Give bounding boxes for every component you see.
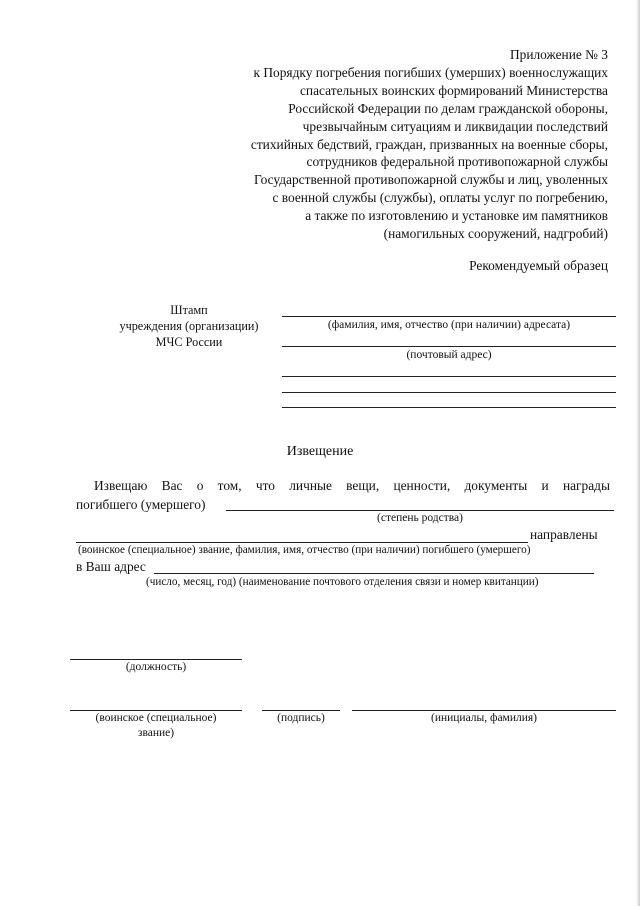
kinship-caption: (степень родства) — [377, 512, 463, 524]
deceased-label: погибшего (умершего) — [76, 497, 206, 512]
sent-label: направлены — [530, 527, 598, 542]
header-line: спасательных воинских формирований Министерства — [299, 82, 608, 98]
initials-line[interactable] — [352, 710, 616, 711]
dispatch-details-line[interactable] — [154, 573, 594, 574]
recommended-sample-label: Рекомендуемый образец — [469, 258, 608, 273]
rank-caption-2: звание) — [137, 727, 175, 739]
header-line: стихийных бедствий, граждан, призванных на военные сборы, — [250, 136, 608, 152]
deceased-name-caption: (воинское (специальное) звание, фамилия, имя, отчество (при наличии) погибшего (умершего) — [78, 544, 531, 556]
to-address-label: в Ваш адрес — [76, 559, 146, 574]
header-line: Российской Федерации по делам гражданской обороны, — [288, 100, 608, 116]
notice-title: Извещение — [286, 444, 354, 459]
stamp-line: учреждения (организации) — [119, 319, 259, 333]
rank-line[interactable] — [70, 710, 242, 711]
header-line: Государственной противопожарной службы и лиц, уволенных — [254, 172, 608, 188]
address-line-4[interactable] — [282, 407, 616, 408]
stamp-block — [78, 302, 300, 350]
signature-line[interactable] — [262, 710, 340, 711]
header-line: к Порядку погребения погибших (умерших) военнослужащих — [253, 64, 608, 80]
signature-caption: (подпись) — [277, 712, 325, 724]
header-line: (намогильных сооружений, надгробий) — [383, 226, 608, 242]
deceased-name-line[interactable] — [76, 542, 528, 543]
rank-caption-1: (воинское (специальное) — [95, 712, 217, 724]
header-line: чрезвычайным ситуациям и ликвидации последствий — [302, 118, 608, 134]
appendix-header — [251, 46, 608, 243]
addressee-address-line[interactable] — [282, 346, 616, 347]
addressee-name-line[interactable] — [282, 316, 616, 317]
initials-caption: (инициалы, фамилия) — [430, 712, 538, 724]
addressee-address-caption: (почтовый адрес) — [406, 349, 492, 361]
position-line[interactable] — [70, 659, 242, 660]
addressee-name-caption: (фамилия, имя, отчество (при наличии) адресата) — [327, 319, 571, 331]
position-caption: (должность) — [125, 661, 187, 673]
stamp-line: Штамп — [170, 303, 208, 317]
notice-body-line-1: Извещаю Вас о том, что личные вещи, ценности, документы и награды — [94, 478, 610, 493]
stamp-line: МЧС России — [155, 335, 223, 349]
scan-edge-shadow — [636, 0, 640, 906]
header-line: сотрудников федеральной противопожарной службы — [306, 154, 608, 170]
address-line-2[interactable] — [282, 376, 616, 377]
address-line-3[interactable] — [282, 392, 616, 393]
header-line: с военной службы (службы), оплаты услуг по погребению, — [272, 190, 608, 206]
kinship-line[interactable] — [226, 510, 614, 511]
header-line: а также по изготовлению и установке им памятников — [305, 208, 608, 224]
header-line: Приложение № 3 — [509, 47, 608, 62]
dispatch-details-caption: (число, месяц, год) (наименование почтового отделения связи и номер квитанции) — [146, 576, 539, 588]
